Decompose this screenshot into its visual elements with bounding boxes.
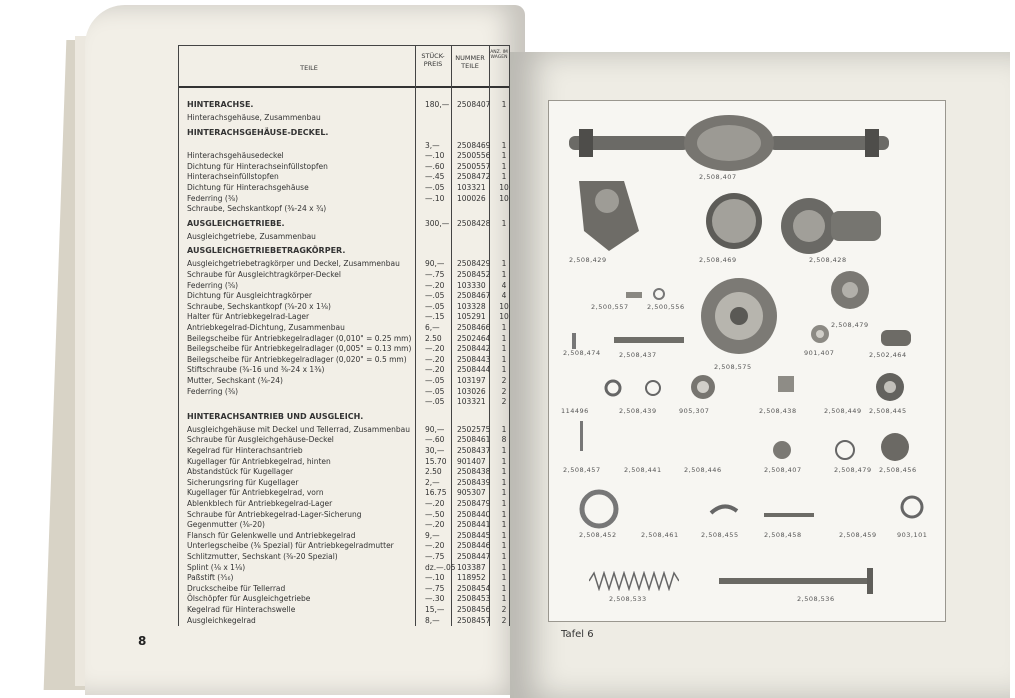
part-number-label: 2,508,479 <box>831 321 869 329</box>
table-row <box>187 162 509 172</box>
washer-image <box>604 379 622 397</box>
table-row <box>187 151 509 161</box>
cell-desc: Kegelrad für Hinterachswelle <box>187 605 296 614</box>
cell-price: 15,— <box>425 605 445 614</box>
cell-desc: Ablenkblech für Antriebkegelrad-Lager <box>187 499 333 508</box>
part-number-label: 2,500,557 <box>591 303 629 311</box>
section-heading-row <box>187 246 509 256</box>
cell-qty: 2 <box>501 615 507 625</box>
cell-qty: 1 <box>501 509 507 519</box>
bolt-image <box>569 331 579 351</box>
cell-num: 2500556 <box>457 151 491 161</box>
cell-price: —.75 <box>425 583 445 593</box>
cell-qty: 1 <box>501 488 507 498</box>
cell-num: 103026 <box>457 386 486 396</box>
cell-desc: Ausgleichgetriebe, Zusammenbau <box>187 231 316 241</box>
table-row <box>187 344 509 354</box>
cell-price: 3,— <box>425 140 440 150</box>
cell-desc: Ölschöpfer für Ausgleichgetriebe <box>187 594 311 604</box>
cell-qty: 2 <box>501 376 507 385</box>
bearing-cup-image <box>579 489 619 529</box>
cell-num: 2508428 <box>457 218 491 228</box>
cell-qty: 1 <box>501 424 507 434</box>
table-row <box>187 510 509 520</box>
cell-qty: 1 <box>501 477 507 487</box>
part-number-label: 2,508,455 <box>701 531 739 539</box>
table-row <box>187 183 509 193</box>
cell-num: 100026 <box>457 193 486 203</box>
cell-qty: 1 <box>501 499 507 508</box>
table-row <box>187 605 509 615</box>
cell-num: 2508457 <box>457 615 491 625</box>
cell-qty: 1 <box>501 344 507 354</box>
cell-price: 2.50 <box>425 333 442 343</box>
cell-qty: 1 <box>501 333 507 343</box>
cell-qty: 1 <box>501 530 507 540</box>
cell-desc: Paßstift (³⁄₁₆) <box>187 573 234 583</box>
cell-price: —.20 <box>425 344 445 354</box>
cell-desc: Federring (⅜) <box>187 386 239 396</box>
header-teile: TEILE <box>300 64 318 72</box>
part-number-label: 2,508,575 <box>714 363 752 371</box>
cell-num: 2508445 <box>457 530 491 540</box>
table-row <box>187 467 509 477</box>
table-row <box>187 355 509 365</box>
cell-qty: 2 <box>501 386 507 396</box>
cell-desc: Dichtung für Hinterachsgehäuse <box>187 183 309 192</box>
part-number-label: 2,508,452 <box>579 531 617 539</box>
section-heading-row <box>187 219 509 229</box>
cell-price: 300,— <box>425 218 450 228</box>
cell-price: —.05 <box>425 301 445 311</box>
cell-num: 2508439 <box>457 477 491 487</box>
table-row <box>187 141 509 151</box>
table-row <box>187 281 509 291</box>
cell-num: 2508444 <box>457 365 491 375</box>
cell-qty: 4 <box>501 291 507 301</box>
axle-housing-image <box>569 111 889 176</box>
cell-qty: 1 <box>501 259 507 269</box>
shaft-image <box>764 511 814 519</box>
cell-price: —.10 <box>425 573 445 583</box>
table-row <box>187 478 509 488</box>
cell-qty: 1 <box>501 161 507 171</box>
cell-num: 2508452 <box>457 270 491 279</box>
plate-caption: Tafel 6 <box>561 629 594 640</box>
side-gear-image <box>879 431 911 463</box>
cell-price: —.50 <box>425 509 445 519</box>
part-number-label: 2,508,479 <box>834 466 872 474</box>
cell-price: 6,— <box>425 323 440 332</box>
part-number-label: 2,508,429 <box>569 256 607 264</box>
cell-desc: Druckscheibe für Tellerrad <box>187 583 286 593</box>
cell-price: —.75 <box>425 270 445 279</box>
cell-price: —.75 <box>425 552 445 561</box>
oil-scoop-image <box>709 501 739 517</box>
header-anzahl: ANZ. IM WAGEN <box>490 50 508 60</box>
page-number: 8 <box>138 634 147 648</box>
table-row <box>187 446 509 456</box>
part-number-label: 2,508,441 <box>624 466 662 474</box>
part-number-label: 2,508,407 <box>764 466 802 474</box>
cell-price: dz.—.05 <box>425 562 456 572</box>
spring-image <box>589 571 679 591</box>
part-number-label: 2,508,469 <box>699 256 737 264</box>
cell-desc: Unterlegscheibe (⅜ Spezial) für Antriebkegelradmutter <box>187 541 394 551</box>
cell-desc: Schlitzmutter, Sechskant (⅜-20 Spezial) <box>187 552 338 561</box>
cell-desc: Federring (⅜) <box>187 193 239 203</box>
table-row <box>187 457 509 467</box>
part-number-label: 2,508,446 <box>684 466 722 474</box>
part-number-label: 2,502,464 <box>869 351 907 359</box>
cell-price: —.20 <box>425 520 445 530</box>
cell-desc: Dichtung für Hinterachseinfüllstopfen <box>187 161 328 171</box>
section-heading-row <box>187 100 509 110</box>
cell-desc: Schraube für Ausgleichgehäuse-Deckel <box>187 435 334 445</box>
cell-qty: 1 <box>501 323 507 332</box>
cell-num: 2508443 <box>457 354 491 364</box>
cell-num: 105291 <box>457 312 486 322</box>
cell-qty: 2 <box>501 397 507 407</box>
cell-price: —.05 <box>425 376 445 385</box>
part-number-label: 2,508,428 <box>809 256 847 264</box>
cell-num: 2508447 <box>457 552 491 561</box>
cell-price: 180,— <box>425 100 450 109</box>
part-number-label: 2,508,533 <box>609 595 647 603</box>
cell-price: 30,— <box>425 446 445 455</box>
cell-price: —.20 <box>425 365 445 375</box>
part-number-label: 2,508,536 <box>797 595 835 603</box>
cell-num: 905307 <box>457 488 486 498</box>
header-stueck-preis: STÜCK- PREIS <box>421 52 445 68</box>
cell-price: —.60 <box>425 161 445 171</box>
ball-bearing-image <box>689 373 717 401</box>
table-row <box>187 387 509 397</box>
part-number-label: 2,508,456 <box>879 466 917 474</box>
cell-num: 2508440 <box>457 509 491 519</box>
cell-num: 2508438 <box>457 467 491 477</box>
cell-desc: Schraube für Ausgleichtragkörper-Deckel <box>187 270 342 279</box>
pinion-shaft-image <box>614 333 684 347</box>
cell-qty: 1 <box>501 270 507 279</box>
cell-num: 2508479 <box>457 499 491 508</box>
axle-shaft-image <box>719 566 894 596</box>
table-row <box>187 435 509 445</box>
part-number-label: 2,508,449 <box>824 407 862 415</box>
part-number-label: 2,508,457 <box>563 466 601 474</box>
cell-price: 15.70 <box>425 456 447 466</box>
table-row <box>187 172 509 182</box>
cell-num: 103387 <box>457 562 486 572</box>
part-number-label: 2,508,474 <box>563 349 601 357</box>
cell-desc: Ausgleichgehäuse mit Deckel und Tellerrad, Zusammenbau <box>187 424 410 434</box>
table-row <box>187 113 509 123</box>
cell-desc: Stiftschraube (⅜-16 und ⅜-24 x 1⅜) <box>187 365 325 375</box>
cell-qty: 1 <box>501 467 507 477</box>
cell-price: —.05 <box>425 386 445 396</box>
cell-desc: Gegenmutter (⅜-20) <box>187 520 265 530</box>
cell-desc: Halter für Antriebkegelrad-Lager <box>187 312 310 322</box>
cell-price: —.20 <box>425 280 445 290</box>
cell-num: 2508453 <box>457 594 491 604</box>
cell-num: 103197 <box>457 376 486 385</box>
cell-price: 2.50 <box>425 467 442 477</box>
table-row <box>187 312 509 322</box>
table-row <box>187 270 509 280</box>
cell-desc: AUSGLEICHGETRIEBETRAGKÖRPER. <box>187 246 346 256</box>
cell-num: 103330 <box>457 280 486 290</box>
cell-desc: Abstandstück für Kugellager <box>187 467 294 477</box>
cell-num: 2508407 <box>457 100 491 109</box>
parts-illustration-plate <box>548 100 946 622</box>
flange-image <box>829 269 871 311</box>
cell-num: 2508442 <box>457 344 491 354</box>
ring-gear-image <box>699 271 779 361</box>
cell-desc: Sicherungsring für Kugellager <box>187 477 299 487</box>
cell-qty: 1 <box>501 562 507 572</box>
cell-qty: 1 <box>501 446 507 455</box>
cell-qty: 1 <box>501 151 507 161</box>
cell-qty: 1 <box>501 520 507 530</box>
cell-num: 2508429 <box>457 259 491 269</box>
cell-num: 103321 <box>457 183 486 192</box>
cell-desc: Kugellager für Antriebkegelrad, hinten <box>187 456 331 466</box>
cell-desc: Schraube, Sechskantkopf (⅝-20 x 1⅛) <box>187 301 331 311</box>
cell-qty: 1 <box>501 354 507 364</box>
cell-num: 2508456 <box>457 605 491 614</box>
cell-desc: Dichtung für Ausgleichtragkörper <box>187 291 312 301</box>
parts-table <box>178 45 510 626</box>
part-number-label: 2,500,556 <box>647 303 685 311</box>
table-row <box>187 616 509 626</box>
cell-qty: 1 <box>501 365 507 375</box>
cell-desc: HINTERACHSANTRIEB UND AUSGLEICH. <box>187 411 364 421</box>
table-row <box>187 541 509 551</box>
table-row <box>187 232 509 242</box>
cell-price: —.05 <box>425 183 445 192</box>
table-row <box>187 259 509 269</box>
cell-desc: Schraube für Antriebkegelrad-Lager-Sicherung <box>187 509 362 519</box>
housing-cover-image <box>704 191 764 251</box>
cell-num: 2508437 <box>457 446 491 455</box>
cell-qty: 10 <box>499 193 509 203</box>
cell-num: 2508454 <box>457 583 491 593</box>
part-number-label: 2,508,438 <box>759 407 797 415</box>
cell-qty: 2 <box>501 605 507 614</box>
spacer-image <box>775 373 797 395</box>
cell-num: 2508472 <box>457 172 491 182</box>
cell-price: —.60 <box>425 435 445 445</box>
cell-desc: Beilegscheibe für Antriebkegelradlager (0,005" = 0.13 mm) <box>187 344 412 354</box>
cell-num: 2508461 <box>457 435 491 445</box>
table-row <box>187 291 509 301</box>
cell-desc: Schraube, Sechskantkopf (⅜-24 x ¾) <box>187 204 327 214</box>
table-row <box>187 194 509 204</box>
cell-qty: 10 <box>499 312 509 322</box>
cell-num: 2502464 <box>457 333 491 343</box>
cell-desc: Splint (⅛ x 1⅛) <box>187 562 246 572</box>
table-row <box>187 594 509 604</box>
table-row <box>187 323 509 333</box>
plug-image <box>624 289 644 301</box>
gasket-image <box>652 287 666 301</box>
cell-num: 2508466 <box>457 323 491 332</box>
cell-num: 2508446 <box>457 541 491 551</box>
cell-qty: 4 <box>501 280 507 290</box>
cell-desc: HINTERACHSE. <box>187 100 254 109</box>
table-row <box>187 552 509 562</box>
cell-price: —.20 <box>425 499 445 508</box>
cell-qty: 1 <box>501 573 507 583</box>
cell-desc: Hinterachsgehäusedeckel <box>187 151 284 161</box>
cell-price: —.30 <box>425 594 445 604</box>
cell-price: 90,— <box>425 259 445 269</box>
section-heading-row <box>187 128 509 138</box>
cell-price: 2,— <box>425 477 440 487</box>
cell-price: —.05 <box>425 291 445 301</box>
pin-image <box>577 421 587 451</box>
table-row <box>187 425 509 435</box>
differential-carrier-image <box>569 171 644 256</box>
bearing-image <box>809 323 831 345</box>
table-row <box>187 302 509 312</box>
cell-num: 2502575 <box>457 424 491 434</box>
cell-qty: 1 <box>501 218 507 228</box>
cell-desc: Ausgleichkegelrad <box>187 615 256 625</box>
washer-large-image <box>899 494 925 520</box>
part-number-label: 905,307 <box>679 407 710 415</box>
cell-qty: 1 <box>501 456 507 466</box>
cell-num: 103328 <box>457 301 486 311</box>
table-header <box>179 46 509 88</box>
part-number-label: 2,508,437 <box>619 351 657 359</box>
cell-qty: 1 <box>501 552 507 561</box>
cell-num: 2508467 <box>457 291 491 301</box>
part-number-label: 903,101 <box>897 531 928 539</box>
cell-desc: Kugellager für Antriebkegelrad, vorn <box>187 488 324 498</box>
cell-desc: Hinterachsgehäuse, Zusammenbau <box>187 113 321 122</box>
part-number-label: 2,508,461 <box>641 531 679 539</box>
cell-num: 103321 <box>457 397 486 407</box>
cell-desc: Ausgleichgetriebetragkörper und Deckel, Zusammenbau <box>187 259 400 269</box>
cell-qty: 10 <box>499 301 509 311</box>
cell-num: 2500557 <box>457 161 491 171</box>
table-row <box>187 563 509 573</box>
cell-price: 9,— <box>425 530 440 540</box>
part-number-label: 114496 <box>561 407 589 415</box>
cell-num: 901407 <box>457 456 486 466</box>
cell-qty: 1 <box>501 140 507 150</box>
cell-qty: 1 <box>501 583 507 593</box>
cell-price: 8,— <box>425 615 440 625</box>
part-number-label: 2,508,439 <box>619 407 657 415</box>
cell-price: —.20 <box>425 541 445 551</box>
cell-num: 2508441 <box>457 520 491 530</box>
table-row <box>187 499 509 509</box>
cell-price: —.15 <box>425 312 445 322</box>
cell-desc: HINTERACHSGEHÄUSE-DECKEL. <box>187 127 329 137</box>
seal-image <box>879 326 913 350</box>
thrust-washer-image <box>834 439 856 461</box>
table-row <box>187 334 509 344</box>
table-row <box>187 204 509 214</box>
table-row <box>187 520 509 530</box>
cell-desc: Flansch für Gelenkwelle und Antriebkegelrad <box>187 530 356 540</box>
cell-desc: Federring (⅝) <box>187 280 239 290</box>
cell-desc: AUSGLEICHGETRIEBE. <box>187 218 285 228</box>
gear-image <box>771 439 793 461</box>
part-number-label: 901,407 <box>804 349 835 357</box>
cell-price: —.10 <box>425 151 445 161</box>
cell-price: —.45 <box>425 172 445 182</box>
cell-qty: 1 <box>501 594 507 604</box>
section-heading-row <box>187 412 509 422</box>
cell-num: 118952 <box>457 573 486 583</box>
cell-desc: Beilegscheibe für Antriebkegelradlager (0,020" = 0.5 mm) <box>187 354 407 364</box>
cell-price: 16.75 <box>425 488 447 498</box>
cell-qty: 1 <box>501 541 507 551</box>
cell-qty: 8 <box>501 435 507 445</box>
cell-price: —.10 <box>425 193 445 203</box>
cell-desc: Beilegscheibe für Antriebkegelradlager (0,010" = 0.25 mm) <box>187 333 412 343</box>
cell-qty: 1 <box>501 100 507 109</box>
differential-assembly-image <box>781 191 891 261</box>
part-number-label: 2,508,445 <box>869 407 907 415</box>
cell-price: —.05 <box>425 397 445 407</box>
part-number-label: 2,508,407 <box>699 173 737 181</box>
table-row <box>187 584 509 594</box>
ring-image <box>644 379 662 397</box>
cell-price: —.20 <box>425 354 445 364</box>
cell-price: 90,— <box>425 424 445 434</box>
cell-qty: 10 <box>499 183 509 192</box>
cell-qty: 1 <box>501 172 507 182</box>
cell-desc: Mutter, Sechskant (⅜-24) <box>187 376 283 385</box>
table-row <box>187 573 509 583</box>
table-row <box>187 531 509 541</box>
companion-flange-image <box>874 371 906 403</box>
table-row <box>187 365 509 375</box>
cell-desc: Hinterachseinfüllstopfen <box>187 172 279 182</box>
table-row <box>187 376 509 386</box>
cell-desc: Kegelrad für Hinterachsantrieb <box>187 446 303 455</box>
part-number-label: 2,508,458 <box>764 531 802 539</box>
cell-desc: Antriebkegelrad-Dichtung, Zusammenbau <box>187 323 345 332</box>
table-row <box>187 488 509 498</box>
header-nummer-teile: NUMMER TEILE <box>455 54 485 70</box>
part-number-label: 2,508,459 <box>839 531 877 539</box>
table-row <box>187 397 509 407</box>
cell-num: 2508469 <box>457 140 491 150</box>
